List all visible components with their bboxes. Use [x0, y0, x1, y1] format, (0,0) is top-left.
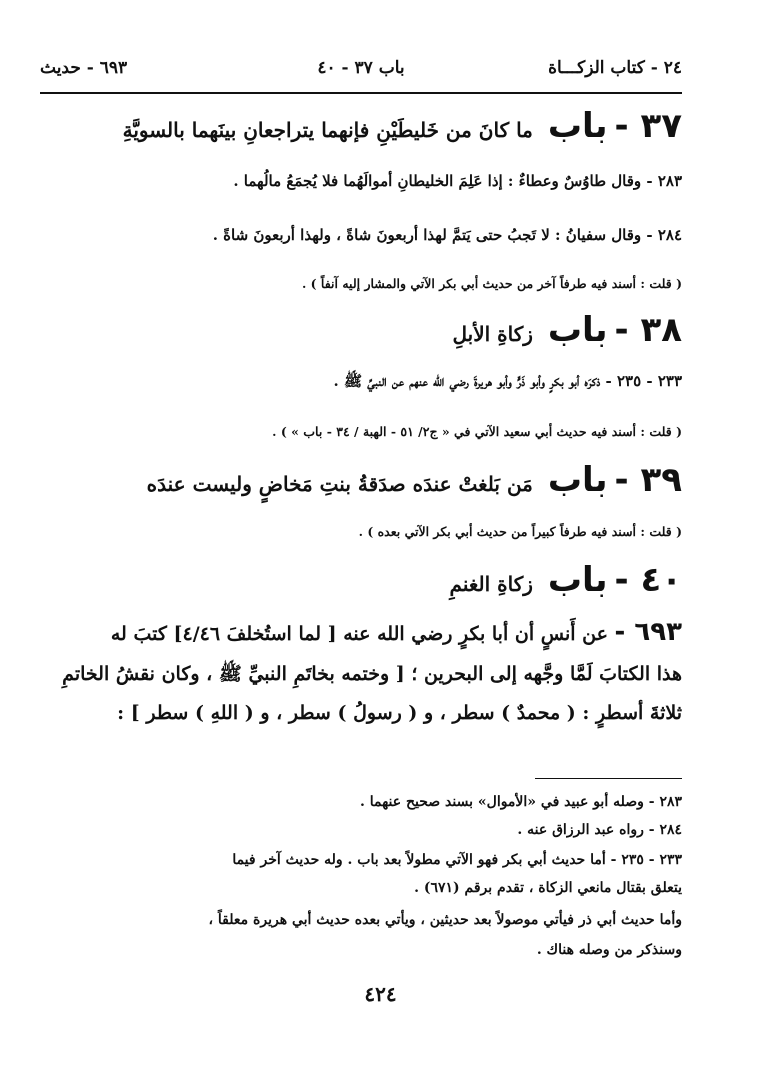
- footnote-abu-dharr-line-2: وسنذكر من وصله هناك .: [536, 942, 682, 958]
- footnote-233-line-2: يتعلق بقتال مانعي الزكاة ، تقدم برقم (٦٧١) .: [414, 880, 682, 896]
- bab-title: زكاةِ الغنمِ: [449, 572, 533, 596]
- footnote-284: ٢٨٤ - رواه عبد الرزاق عنه .: [517, 822, 682, 838]
- bab-word: باب: [547, 560, 608, 600]
- bab-37-heading: [40, 106, 682, 146]
- header-babs: باب ٣٧ - ٤٠: [317, 58, 405, 78]
- header-rule: [40, 92, 682, 94]
- bab-number: ٤٠ -: [614, 560, 682, 600]
- editor-note-39: ( قلت : أسند فيه طرفاً كبيراً من حديث أبي بكر الآتي بعده ) .: [358, 524, 682, 539]
- running-header: [40, 50, 682, 82]
- bab-word: باب: [547, 460, 608, 500]
- editor-note-37: ( قلت : أسند فيه طرفاً آخر من حديث أبي بكر الآتي والمشار إليه آنفاً ) .: [301, 276, 682, 291]
- header-chapter: ٢٤ - كتاب الزكـــاة: [548, 58, 682, 78]
- footnote-abu-dharr-line-1: وأما حديث أبي ذر فيأتي موصولاً بعد حديثين ، ويأتي بعده حديث أبي هريرة معلقاً ،: [208, 912, 682, 928]
- hadith-233-235: ٢٣٣ - ٢٣٥ - ذكرَه أبو بكرٍ وأبو ذَرٍّ وأبو هريرةَ رضي الله عنهم عن النبيِّ ﷺ .: [333, 372, 682, 390]
- hadith-693-line-1: [40, 617, 682, 647]
- hadith-693-line-2: هذا الكتابَ لَمَّا وجَّهه إلى البحرين ؛ [ وختمه بخاتَمِ النبيِّ ﷺ ، وكان نقشُ الخاتمِ: [62, 663, 682, 685]
- bab-39-heading: [40, 460, 682, 500]
- bab-word: باب: [547, 106, 608, 146]
- bab-word: باب: [547, 310, 608, 350]
- hadith-text: عن أَنسٍ أن أبا بكرٍ رضي الله عنه [ لما استُخلفَ ٤/٤٦] كتبَ له: [110, 623, 608, 645]
- page-number: ٤٢٤: [364, 982, 397, 1006]
- bab-number: ٣٩ -: [614, 460, 682, 500]
- footnote-233-line-1: ٢٣٣ - ٢٣٥ - أما حديث أبي بكر فهو الآتي مطولاً بعد باب . وله حديث آخر فيما: [232, 852, 682, 868]
- bab-title: زكاةِ الأبلِ: [452, 322, 533, 346]
- bab-40-heading: [40, 560, 682, 600]
- bab-title: ما كانَ من خَليطَيْنِ فإنهما يتراجعانِ بينَهما بالسويَّةِ: [122, 118, 533, 142]
- bab-number: ٣٧ -: [614, 106, 682, 146]
- hadith-284: ٢٨٤ - وقال سفيانُ : لا تَجبُ حتى يَتمَّ لهذا أربعونَ شاةً ، ولهذا أربعونَ شاةً .: [212, 226, 682, 244]
- hadith-283: ٢٨٣ - وقال طاوُسٌ وعطاءٌ : إذا عَلِمَ الخليطانِ أموالَهُما فلا يُجمَعُ مالُهما .: [233, 172, 682, 190]
- editor-note-38: ( قلت : أسند فيه حديث أبي سعيد الآتي في « ج٢/ ٥١ - الهبة / ٣٤ - باب » ) .: [272, 424, 682, 439]
- footnote-283: ٢٨٣ - وصله أبو عبيد في «الأموال» بسند صحيح عنهما .: [359, 794, 682, 810]
- hadith-693-line-3: ثلاثةَ أسطرٍ : ( محمدٌ ) سطر ، و ( رسولُ ) سطر ، و ( اللهِ ) سطر ] :: [117, 702, 682, 724]
- hadith-number: ٦٩٣ -: [614, 617, 682, 647]
- footnote-rule: [535, 778, 682, 779]
- header-hadith-range: ٦٩٣ - حديث: [40, 58, 128, 78]
- bab-number: ٣٨ -: [614, 310, 682, 350]
- bab-title: مَن بَلغتْ عندَه صدَقةُ بنتِ مَخاضٍ وليست عندَه: [146, 472, 533, 496]
- bab-38-heading: [40, 310, 682, 350]
